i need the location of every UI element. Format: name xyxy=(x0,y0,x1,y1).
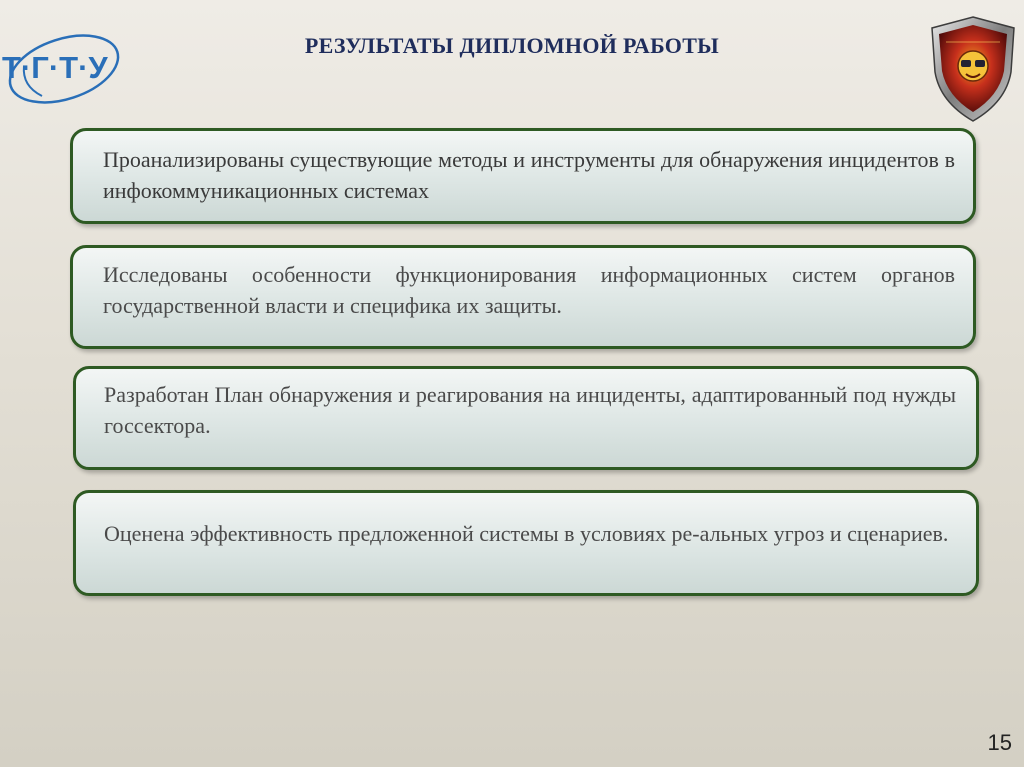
result-card-3 xyxy=(73,366,979,470)
page-number: 15 xyxy=(987,730,1012,755)
result-text: Разработан План обнаружения и реагирования на инциденты, адаптированный под нужды госсектора. xyxy=(104,382,956,438)
result-card-4 xyxy=(73,490,979,596)
logo-text: Т·Г·Т·У xyxy=(2,50,108,85)
result-text: Проанализированы существующие методы и инструменты для обнаружения инцидентов в инфокоммуникационных системах xyxy=(103,147,955,203)
result-text: Исследованы особенности функционирования информационных систем органов государственной власти и специфика их защиты. xyxy=(103,262,955,318)
result-card-1 xyxy=(70,128,976,224)
slide-title: РЕЗУЛЬТАТЫ ДИПЛОМНОЙ РАБОТЫ xyxy=(304,33,720,58)
result-text: Оценена эффективность предложенной системы в условиях ре-альных угроз и сценариев. xyxy=(104,521,949,546)
security-shield-emblem-icon xyxy=(928,14,1018,124)
result-card-2 xyxy=(70,245,976,349)
